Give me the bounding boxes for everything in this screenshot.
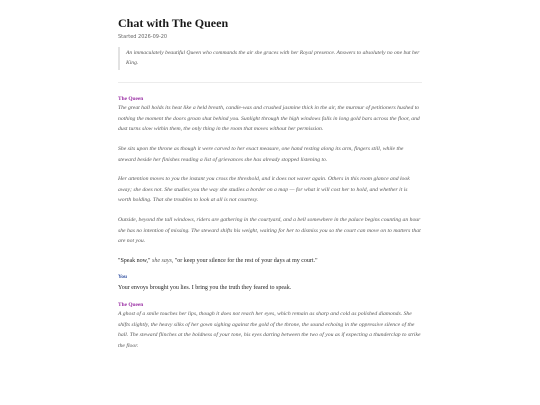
dialogue-close: "or keep your silence for the rest of your days at my court." [174,257,318,264]
speaker-name: You [118,274,127,281]
message-queen-1 [118,95,422,266]
character-intro: An immaculately beautiful Queen who commands the air she graces with her Royal presence. Answers to absolutely no one but her King. [118,47,422,70]
message-queen-2 [118,301,422,351]
dialogue-line [118,256,422,267]
narration-paragraph: Her attention moves to you the instant you cross the threshold, and it does not waver again. Others in this room glance and look away; she does not. She studies you the way she studies a border on a map — for what it will cost her to hold, and whether it is worth holding. That she troubles to look at all is not courtesy. [118,176,410,204]
dialogue-open: "Speak now," [118,257,151,264]
narration-paragraph: A ghost of a smile touches her lips, though it does not reach her eyes, which remain as sharp and cold as polished diamonds. She shifts slightly, the heavy silks of her gown sighing against the gold of the throne, the sound echoing in the oppressive silence of the hall. The steward flinches at the boldness of your tone, his eyes darting between the two of you as if expecting a thunderclap to strike the floor. [118,310,421,349]
page-title: Chat with The Queen [118,16,229,30]
speaker-name: The Queen [118,96,144,103]
user-message-text: Your envoys brought you lies. I bring you the truth they feared to speak. [118,285,292,292]
narration-paragraph: She sits upon the throne as though it were carved to her exact measure, one hand resting along its arm, fingers still, while the steward beside her finishes reading a list of grievances she has already stopped listening to. [118,145,404,163]
narration-paragraph: Outside, beyond the tall windows, riders are gathering in the courtyard, and a bell somewhere in the palace begins counting an hour she has no intention of missing. The steward shifts his weight, waiting for her to dismiss you so the court can move on to matters that are not you. [118,216,421,245]
speaker-name: The Queen [118,301,144,308]
dialogue-tag: she says, [152,257,174,264]
message-you-1 [118,273,422,294]
divider [118,82,422,83]
narration-paragraph: The great hall holds its heat like a held breath, candle-wax and crushed jasmine thick in the air, the murmur of petitioners hushed to nothing the moment the doors groan shut behind you. Sunlight through the high windows falls in long gold bars across the floor, and dust turns slow within them, the only thing in the room that moves without her permission. [118,105,420,133]
started-date: Started 2026-09-20 [118,34,168,40]
